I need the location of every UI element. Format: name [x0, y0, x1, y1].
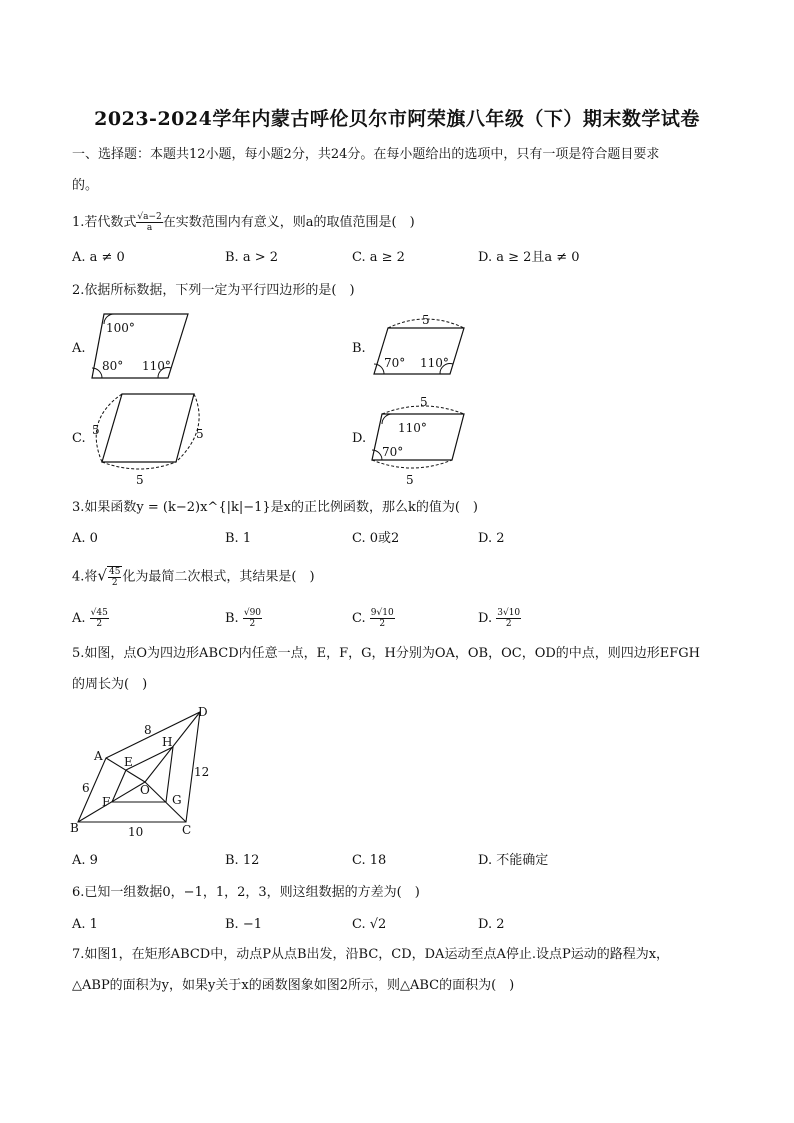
q4-radicand: [107, 566, 122, 588]
q2-figure-b: [368, 312, 472, 378]
q1-fraction: [136, 212, 162, 233]
q4-option-d: [478, 608, 521, 629]
q2-label-a: A.: [72, 341, 86, 356]
q1-option-d: D. a ≥ 2且a ≠ 0: [478, 250, 580, 265]
q2a-angle-80: 80°: [102, 359, 124, 373]
q4-b-num: √90: [243, 608, 262, 618]
question-2-stem: 2.依据所标数据，下列一定为平行四边形的是( ): [72, 283, 355, 298]
question-7-stem-cont: △ABP的面积为y，如果y关于x的函数图象如图2所示，则△ABC的面积为( ): [72, 978, 515, 993]
q5-label-b: B: [70, 821, 79, 835]
section-heading-cont: 的。: [72, 178, 99, 193]
q4-c-label: C.: [352, 611, 366, 626]
q4-radicand-num: 45: [108, 567, 121, 577]
q2c-side-left: 5: [92, 423, 100, 437]
q5-option-c: C. 18: [352, 853, 387, 868]
q4-radicand-den: 2: [111, 578, 118, 588]
q1-option-c: C. a ≥ 2: [352, 250, 405, 265]
q2d-angle-70: 70°: [382, 445, 404, 459]
q1-option-a: A. a ≠ 0: [72, 250, 125, 265]
q2b-side-5: 5: [422, 313, 430, 327]
q3-option-b: B. 1: [225, 531, 252, 546]
q5-side-ab: 6: [82, 781, 90, 795]
q5-side-cd: 12: [194, 765, 210, 779]
q2-figure-c: [88, 390, 214, 486]
q1-frac-den: a: [146, 223, 153, 233]
q2d-side-bottom: 5: [406, 473, 414, 487]
q5-label-c: C: [182, 823, 192, 837]
q2b-angle-110: 110°: [420, 356, 449, 370]
q4-a-label: A.: [72, 611, 86, 626]
question-3-stem: 3.如果函数y = (k−2)x^{|k|−1}是x的正比例函数，那么k的值为( ): [72, 500, 479, 515]
q5-option-a: A. 9: [72, 853, 98, 868]
q4-b-label: B.: [225, 611, 239, 626]
q2-label-d: D.: [352, 431, 367, 446]
q4-b-den: 2: [249, 619, 256, 629]
q3-option-a: A. 0: [72, 531, 98, 546]
q1-option-b: B. a > 2: [225, 250, 278, 265]
q4-d-den: 2: [505, 619, 512, 629]
page-title: 2023-2024学年内蒙古呼伦贝尔市阿荣旗八年级（下）期末数学试卷: [94, 108, 700, 130]
q5-label-e: E: [124, 755, 133, 769]
q4-prefix: 4.将: [72, 569, 98, 585]
q4-option-c: [352, 608, 395, 629]
question-5-stem: 5.如图，点O为四边形ABCD内任意一点，E，F，G，H分别为OA，OB，OC，OD的中点，则四边形EFGH: [72, 646, 701, 661]
q6-option-d: D. 2: [478, 917, 505, 932]
question-4-stem: 4.将√ $\frac{45}{2}$ 化为最简二次根式，其结果是( ): [72, 566, 315, 588]
q4-a-den: 2: [96, 619, 103, 629]
q4-c-den: 2: [379, 619, 386, 629]
q2-figure-d: [368, 392, 472, 488]
q5-label-a: A: [94, 749, 103, 763]
q4-d-label: D.: [478, 611, 493, 626]
q5-figure: [68, 702, 218, 840]
q1-suffix: 在实数范围内有意义，则a的取值范围是( ): [162, 215, 415, 230]
q5-label-d: D: [198, 705, 208, 719]
q6-option-b: B. −1: [225, 917, 262, 932]
q2-label-c: C.: [72, 431, 86, 446]
question-5-stem-cont: 的周长为( ): [72, 677, 148, 692]
q4-d-num: 3√10: [497, 608, 521, 618]
q4-c-num: 9√10: [370, 608, 394, 618]
q5-label-f: F: [102, 795, 111, 809]
q1-prefix: 1.若代数式: [72, 215, 137, 230]
q2c-side-bottom: 5: [136, 473, 144, 487]
question-1-stem: [72, 212, 415, 233]
q5-side-ad: 8: [144, 723, 152, 737]
q5-option-d: D. 不能确定: [478, 853, 549, 868]
q4-option-b: [225, 608, 262, 629]
q4-a-num: √45: [90, 608, 108, 618]
q3-option-c: C. 0或2: [352, 531, 400, 546]
q2a-angle-100: 100°: [106, 321, 135, 335]
q5-label-h: H: [162, 735, 173, 749]
q5-option-b: B. 12: [225, 853, 260, 868]
q6-option-a: A. 1: [72, 917, 98, 932]
q2-label-b: B.: [352, 341, 366, 356]
question-6-stem: 6.已知一组数据0，−1，1，2，3，则这组数据的方差为( ): [72, 885, 420, 900]
q2-figure-a: [88, 310, 198, 386]
q2c-side-right: 5: [196, 427, 204, 441]
q2a-angle-110: 110°: [142, 359, 171, 373]
q4-option-a: [72, 608, 109, 629]
q1-frac-num: √a−2: [137, 212, 162, 222]
q2d-angle-110: 110°: [398, 421, 427, 435]
q2b-angle-70: 70°: [384, 356, 406, 370]
q5-side-bc: 10: [128, 825, 144, 839]
question-7-stem: 7.如图1，在矩形ABCD中，动点P从点B出发，沿BC，CD，DA运动至点A停止.设点P运动的路程为x，: [72, 947, 670, 962]
q6-option-c: C. √2: [352, 917, 387, 932]
q5-label-o: O: [140, 783, 150, 797]
q5-label-g: G: [172, 793, 182, 807]
section-heading: 一、选择题：本题共12小题，每小题2分，共24分。在每小题给出的选项中，只有一项是符合题目要求: [72, 147, 660, 162]
q2d-side-top: 5: [420, 395, 428, 409]
q3-option-d: D. 2: [478, 531, 505, 546]
q4-suffix: 化为最简二次根式，其结果是( ): [122, 569, 315, 585]
